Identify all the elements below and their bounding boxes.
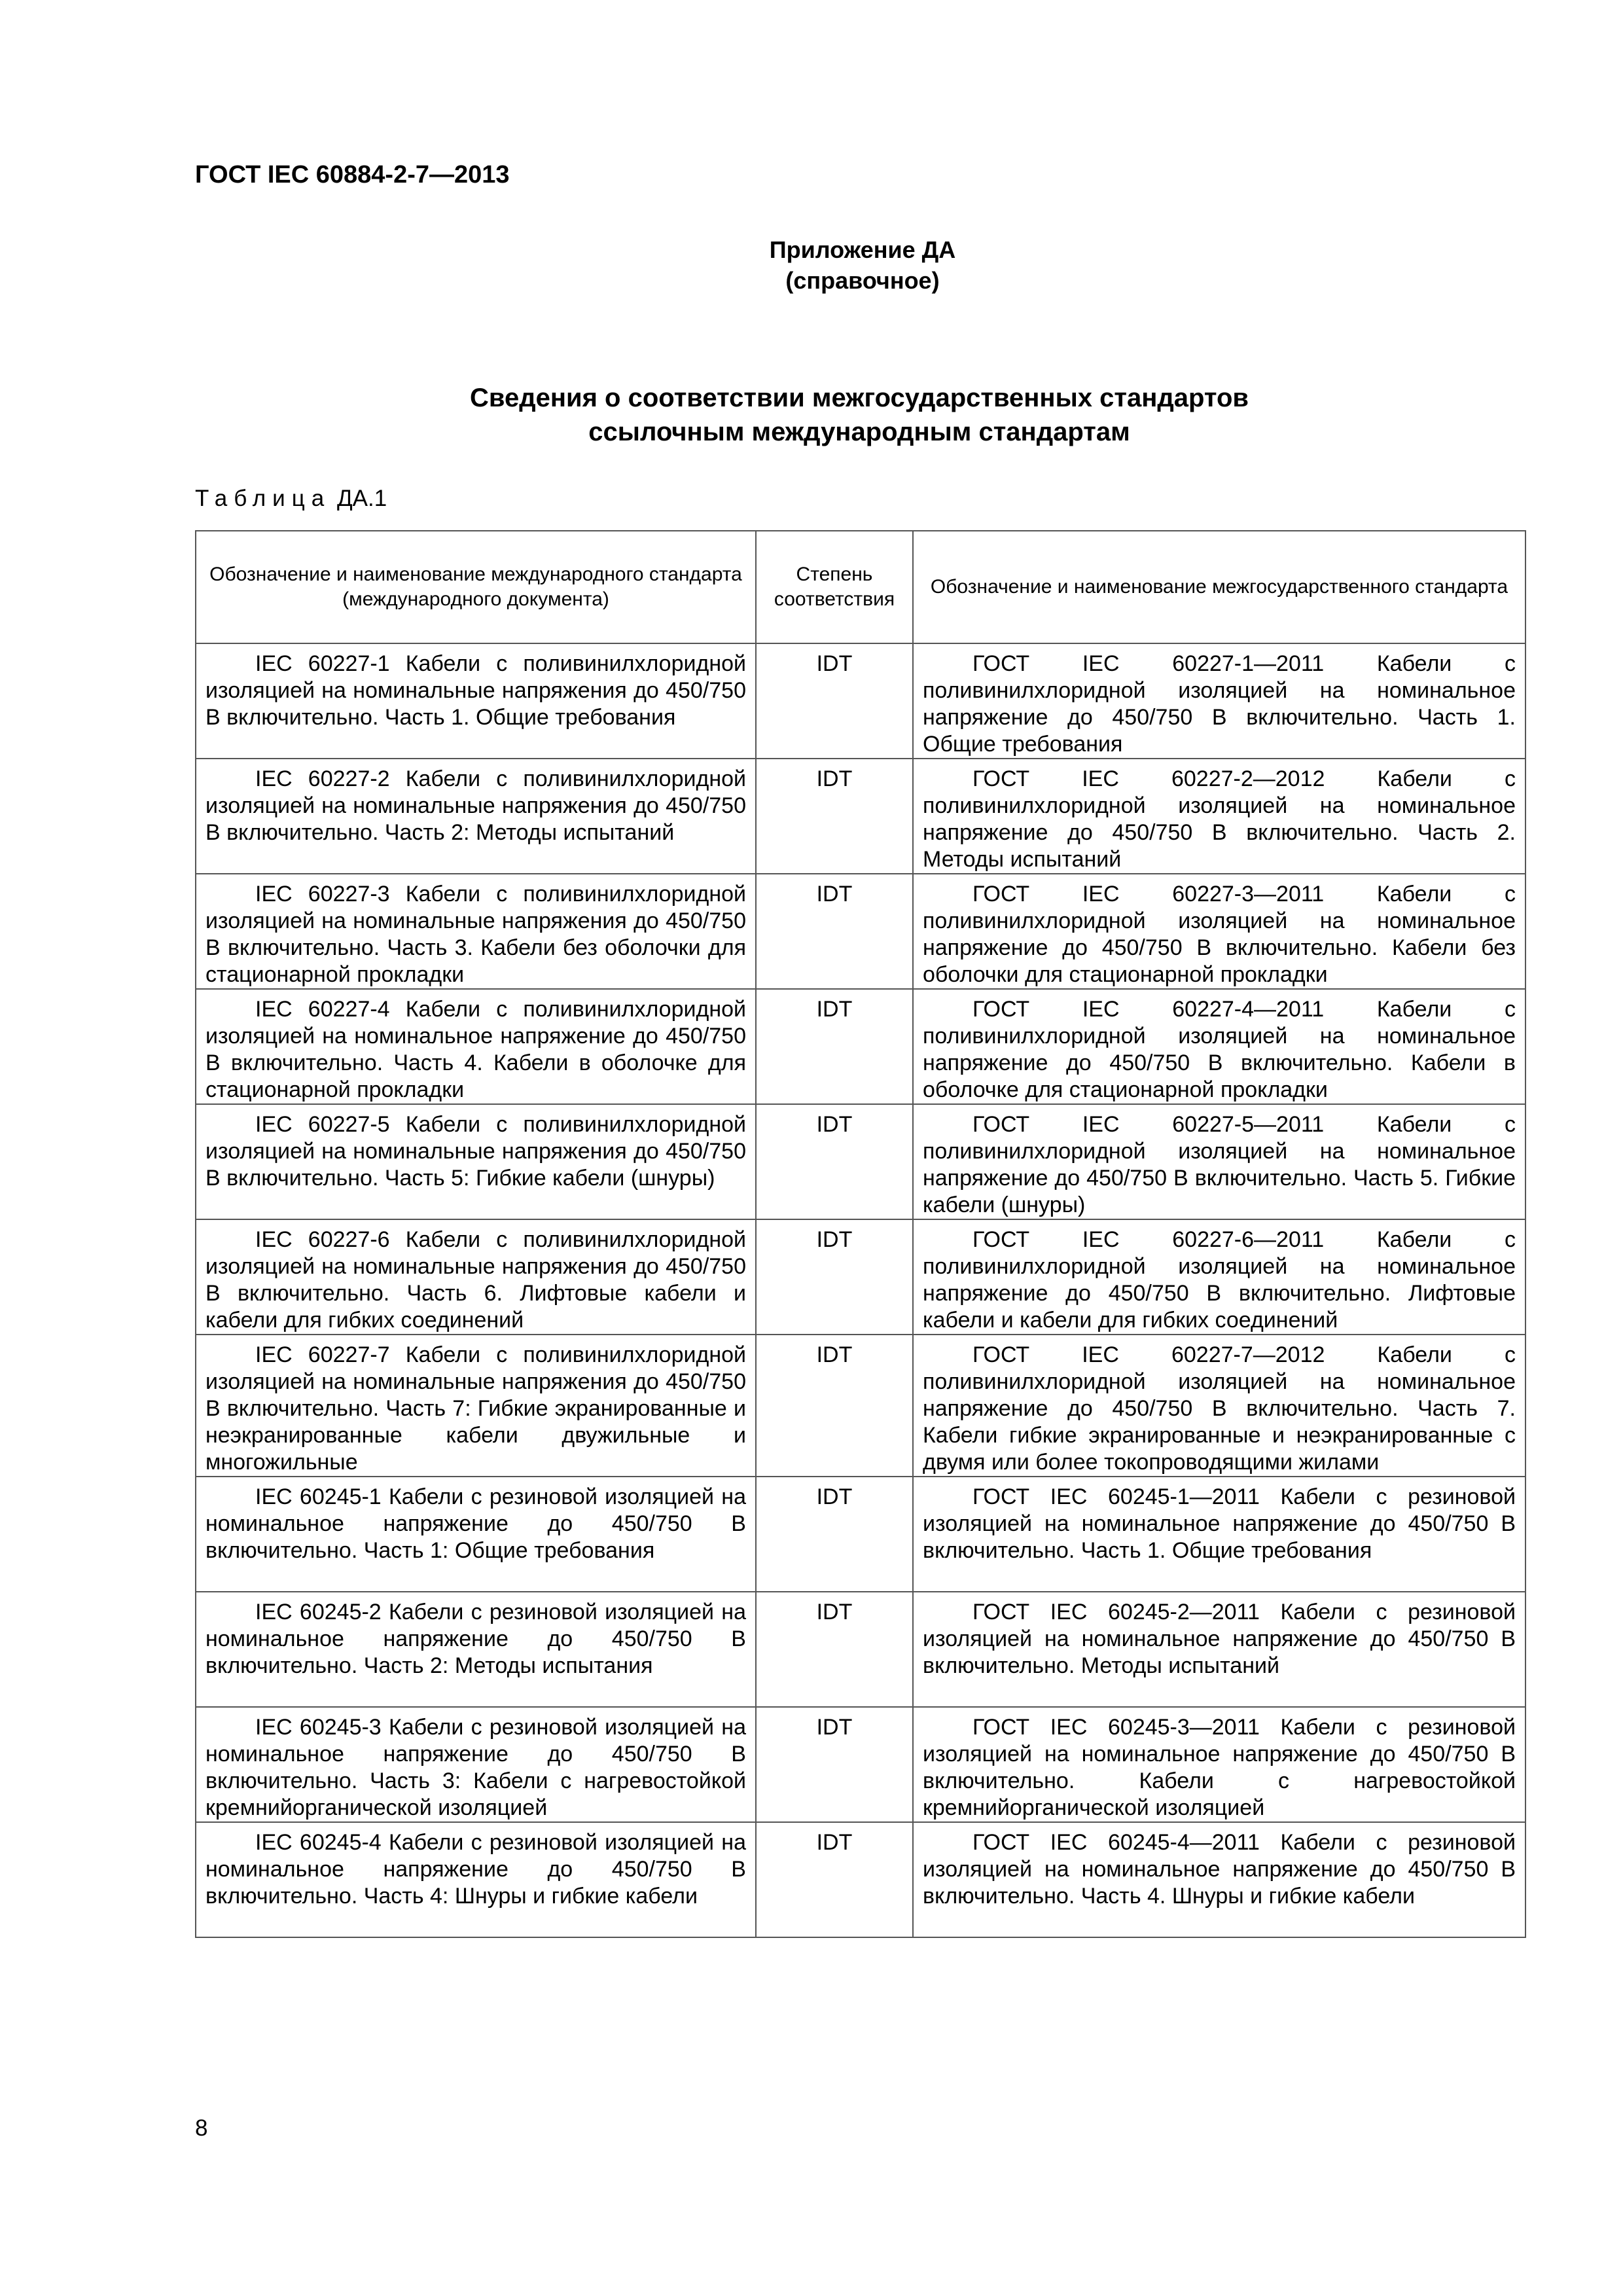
international-standard-cell: IEC 60245-4 Кабели с резиновой изоляцией на номинальное напряжение до 450/750 В включительно. Часть 4: Шнуры и гибкие кабели <box>196 1822 756 1937</box>
table-label <box>195 486 387 512</box>
interstate-standard-cell: ГОСТ IEC 60227-5—2011 Кабели с поливинилхлоридной изоляцией на номинальное напряжение до 450/750 В включительно. Часть 5. Гибкие кабели (шнуры) <box>913 1104 1525 1219</box>
international-standard-cell: IEC 60227-1 Кабели с поливинилхлоридной изоляцией на номинальные напряжения до 450/750 В включительно. Часть 1. Общие требования <box>196 643 756 759</box>
international-standard-cell: IEC 60245-3 Кабели с резиновой изоляцией на номинальное напряжение до 450/750 В включительно. Часть 3: Кабели с нагревостойкой кремнийорганической изоляцией <box>196 1707 756 1822</box>
degree-cell: IDT <box>756 874 913 989</box>
degree-cell: IDT <box>756 759 913 874</box>
table-row <box>196 759 1525 874</box>
interstate-standard-cell: ГОСТ IEC 60245-1—2011 Кабели с резиновой изоляцией на номинальное напряжение до 450/750 В включительно. Часть 1. Общие требования <box>913 1477 1525 1592</box>
table-row <box>196 1219 1525 1335</box>
interstate-standard-cell: ГОСТ IEC 60245-3—2011 Кабели с резиновой изоляцией на номинальное напряжение до 450/750 В включительно. Кабели с нагревостойкой кремнийорганической изоляцией <box>913 1707 1525 1822</box>
table-row <box>196 1104 1525 1219</box>
degree-cell: IDT <box>756 1477 913 1592</box>
degree-cell: IDT <box>756 1822 913 1937</box>
header-international-standard: Обозначение и наименование международного стандарта (международного документа) <box>196 531 756 643</box>
interstate-standard-cell: ГОСТ IEC 60227-3—2011 Кабели с поливинилхлоридной изоляцией на номинальное напряжение до 450/750 В включительно. Кабели без оболочки для стационарной прокладки <box>913 874 1525 989</box>
table-row <box>196 874 1525 989</box>
section-title <box>0 381 1623 449</box>
appendix-heading <box>0 234 1623 296</box>
table-row <box>196 1707 1525 1822</box>
table-label-word: Таблица <box>195 486 331 511</box>
table-row <box>196 643 1525 759</box>
degree-cell: IDT <box>756 1104 913 1219</box>
table-label-number: ДА.1 <box>336 486 387 511</box>
international-standard-cell: IEC 60227-3 Кабели с поливинилхлоридной изоляцией на номинальные напряжения до 450/750 В включительно. Часть 3. Кабели без оболочки для стационарной прокладки <box>196 874 756 989</box>
header-interstate-standard: Обозначение и наименование межгосударственного стандарта <box>913 531 1525 643</box>
international-standard-cell: IEC 60227-6 Кабели с поливинилхлоридной изоляцией на номинальные напряжения до 450/750 В включительно. Часть 6. Лифтовые кабели и кабели для гибких соединений <box>196 1219 756 1335</box>
table-header-row <box>196 531 1525 643</box>
standards-correspondence-table <box>195 530 1526 1938</box>
international-standard-cell: IEC 60245-2 Кабели с резиновой изоляцией на номинальное напряжение до 450/750 В включительно. Часть 2: Методы испытания <box>196 1592 756 1707</box>
international-standard-cell: IEC 60227-7 Кабели с поливинилхлоридной изоляцией на номинальные напряжения до 450/750 В включительно. Часть 7: Гибкие экранированные и неэкранированные кабели двужильные и многожильные <box>196 1335 756 1477</box>
degree-cell: IDT <box>756 1592 913 1707</box>
interstate-standard-cell: ГОСТ IEC 60245-4—2011 Кабели с резиновой изоляцией на номинальное напряжение до 450/750 В включительно. Часть 4. Шнуры и гибкие кабели <box>913 1822 1525 1937</box>
interstate-standard-cell: ГОСТ IEC 60227-1—2011 Кабели с поливинилхлоридной изоляцией на номинальное напряжение до 450/750 В включительно. Часть 1. Общие требования <box>913 643 1525 759</box>
section-title-line-2: ссылочным международным стандартам <box>588 418 1130 446</box>
interstate-standard-cell: ГОСТ IEC 60245-2—2011 Кабели с резиновой изоляцией на номинальное напряжение до 450/750 В включительно. Методы испытаний <box>913 1592 1525 1707</box>
table-row <box>196 1477 1525 1592</box>
interstate-standard-cell: ГОСТ IEC 60227-7—2012 Кабели с поливинилхлоридной изоляцией на номинальное напряжение до 450/750 В включительно. Часть 7. Кабели гибкие экранированные и неэкранированные с двумя или более токопроводящими жилами <box>913 1335 1525 1477</box>
table-row <box>196 1592 1525 1707</box>
header-degree-of-conformity: Степень соответствия <box>756 531 913 643</box>
degree-cell: IDT <box>756 1219 913 1335</box>
appendix-title: Приложение ДА <box>769 236 956 263</box>
page-number: 8 <box>195 2115 208 2141</box>
document-code: ГОСТ IEC 60884-2-7—2013 <box>195 161 510 188</box>
interstate-standard-cell: ГОСТ IEC 60227-4—2011 Кабели с поливинилхлоридной изоляцией на номинальное напряжение до 450/750 В включительно. Кабели в оболочке для стационарной прокладки <box>913 989 1525 1104</box>
table-row <box>196 1335 1525 1477</box>
table-row <box>196 1822 1525 1937</box>
international-standard-cell: IEC 60227-2 Кабели с поливинилхлоридной изоляцией на номинальные напряжения до 450/750 В включительно. Часть 2: Методы испытаний <box>196 759 756 874</box>
international-standard-cell: IEC 60227-4 Кабели с поливинилхлоридной изоляцией на номинальное напряжение до 450/750 В включительно. Часть 4. Кабели в оболочке для стационарной прокладки <box>196 989 756 1104</box>
international-standard-cell: IEC 60245-1 Кабели с резиновой изоляцией на номинальное напряжение до 450/750 В включительно. Часть 1: Общие требования <box>196 1477 756 1592</box>
table-row <box>196 989 1525 1104</box>
section-title-line-1: Сведения о соответствии межгосударственных стандартов <box>470 384 1249 412</box>
appendix-subtitle: (справочное) <box>785 267 940 294</box>
degree-cell: IDT <box>756 1335 913 1477</box>
interstate-standard-cell: ГОСТ IEC 60227-2—2012 Кабели с поливинилхлоридной изоляцией на номинальное напряжение до 450/750 В включительно. Часть 2. Методы испытаний <box>913 759 1525 874</box>
international-standard-cell: IEC 60227-5 Кабели с поливинилхлоридной изоляцией на номинальные напряжения до 450/750 В включительно. Часть 5: Гибкие кабели (шнуры) <box>196 1104 756 1219</box>
interstate-standard-cell: ГОСТ IEC 60227-6—2011 Кабели с поливинилхлоридной изоляцией на номинальное напряжение до 450/750 В включительно. Лифтовые кабели и кабели для гибких соединений <box>913 1219 1525 1335</box>
degree-cell: IDT <box>756 989 913 1104</box>
degree-cell: IDT <box>756 1707 913 1822</box>
degree-cell: IDT <box>756 643 913 759</box>
